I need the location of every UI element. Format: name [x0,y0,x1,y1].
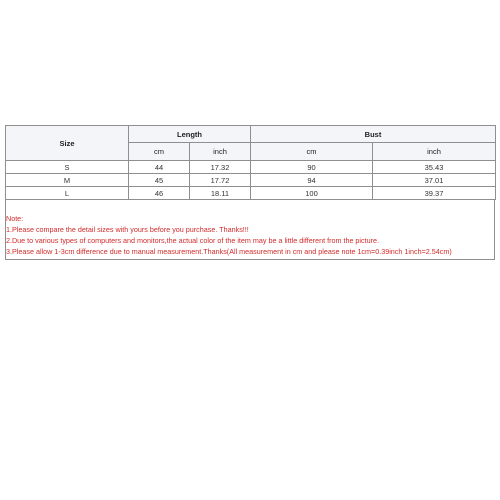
cell-bust-cm: 90 [251,161,373,174]
cell-length-inch: 17.32 [190,161,251,174]
note-item: 2.Due to various types of computers and monitors,the actual color of the item may be a little different from the picture. [6,236,380,245]
cell-size: M [6,174,129,187]
cell-bust-cm: 100 [251,187,373,200]
header-length-inch: inch [190,143,251,161]
header-bust: Bust [251,126,496,143]
header-size: Size [6,126,129,161]
cell-length-cm: 45 [129,174,190,187]
size-table [5,125,496,200]
cell-size: L [6,187,129,200]
table-row [6,187,496,200]
header-length: Length [129,126,251,143]
cell-length-cm: 46 [129,187,190,200]
cell-bust-inch: 37.01 [373,174,496,187]
cell-bust-cm: 94 [251,174,373,187]
header-bust-cm: cm [251,143,373,161]
header-bust-inch: inch [373,143,496,161]
cell-bust-inch: 35.43 [373,161,496,174]
cell-length-cm: 44 [129,161,190,174]
notes-title: Note: [6,214,24,223]
table-row [6,174,496,187]
table-header-row [6,126,496,143]
note-item: 1.Please compare the detail sizes with yours before you purchase. Thanks!!! [6,225,249,234]
notes-block [5,200,495,260]
cell-size: S [6,161,129,174]
size-chart [5,125,495,260]
cell-length-inch: 17.72 [190,174,251,187]
cell-length-inch: 18.11 [190,187,251,200]
header-length-cm: cm [129,143,190,161]
table-row [6,161,496,174]
note-item: 3.Please allow 1-3cm difference due to manual measurement.Thanks(All measurement in cm and please note 1cm=0.39inch 1inch=2.54cm) [6,247,452,256]
cell-bust-inch: 39.37 [373,187,496,200]
